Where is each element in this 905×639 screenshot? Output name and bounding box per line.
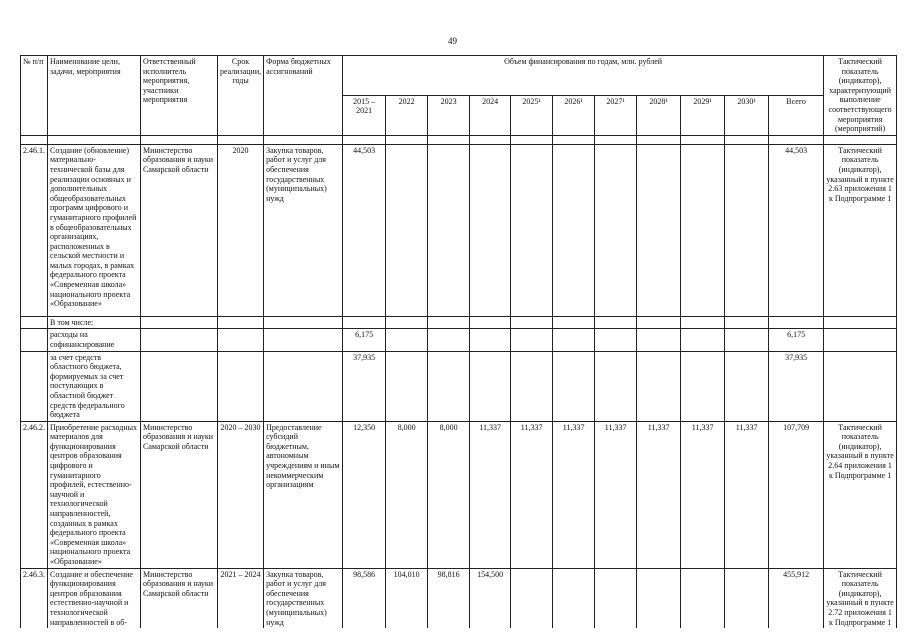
row-value	[681, 568, 725, 628]
row-form: Закупка товаров, работ и услуг для обеспечения государственных (муниципальных) нужд	[264, 144, 343, 316]
row-name: Приобретение расходных материалов для функционирования центров образования цифрового и гуманитарного профилей, естественно-научной и технологической направленностей, созданных в рамках федерального проекта «Современная школа» национального проекта «Образование»	[48, 421, 141, 568]
row-form: Закупка товаров, работ и услуг для обеспечения государственных (муниципальных) нужд	[264, 568, 343, 628]
header-year: 2024	[470, 95, 511, 135]
row-value: 44,503	[343, 144, 386, 316]
row-value	[595, 144, 637, 316]
row-value	[637, 568, 681, 628]
page-number: 49	[448, 36, 457, 46]
row-value: 12,350	[343, 421, 386, 568]
header-year: 2025¹	[511, 95, 553, 135]
row-executor	[141, 351, 218, 421]
row-value	[681, 351, 725, 421]
header-year: 2015 – 2021	[343, 95, 386, 135]
row-value: 11,337	[553, 421, 595, 568]
row-value: 11,337	[511, 421, 553, 568]
row-value: 11,337	[637, 421, 681, 568]
header-volume: Объем финансирования по годам, млн. рублей	[343, 56, 824, 96]
row-value	[637, 144, 681, 316]
header-form: Форма бюджетных ассигнований	[264, 56, 343, 136]
row-value	[428, 144, 470, 316]
table-row	[21, 316, 897, 329]
row-value: 6,175	[343, 329, 386, 351]
row-value	[386, 144, 428, 316]
row-value	[553, 144, 595, 316]
table-row	[21, 144, 897, 316]
row-total: 37,935	[769, 351, 824, 421]
row-num	[21, 316, 48, 329]
row-value: 98,586	[343, 568, 386, 628]
row-term	[218, 351, 264, 421]
row-executor: Министерство образования и науки Самарской области	[141, 144, 218, 316]
row-executor: Министерство образования и науки Самарской области	[141, 568, 218, 628]
row-value: 104,010	[386, 568, 428, 628]
row-value	[386, 316, 428, 329]
row-num: 2.46.3.	[21, 568, 48, 628]
row-value	[470, 329, 511, 351]
row-form	[264, 329, 343, 351]
row-tactic	[824, 316, 897, 329]
row-total: 6,175	[769, 329, 824, 351]
row-total: 455,912	[769, 568, 824, 628]
row-num	[21, 351, 48, 421]
row-num	[21, 329, 48, 351]
row-value	[725, 329, 769, 351]
row-value	[511, 329, 553, 351]
row-value	[511, 568, 553, 628]
header-year: 2023	[428, 95, 470, 135]
table-row	[21, 329, 897, 351]
row-value	[553, 568, 595, 628]
row-num: 2.46.2.	[21, 421, 48, 568]
row-form: Предоставление субсидий бюджетным, автономным учреждениям и иным некоммерческим организациям	[264, 421, 343, 568]
row-term	[218, 329, 264, 351]
row-tactic: Тактический показатель (индикатор), указанный в пункте 2.72 приложения 1 к Подпрограмме 1	[824, 568, 897, 628]
row-value: 11,337	[595, 421, 637, 568]
row-value	[553, 329, 595, 351]
row-value	[386, 351, 428, 421]
row-value	[470, 316, 511, 329]
row-total: 107,709	[769, 421, 824, 568]
row-term: 2021 – 2024	[218, 568, 264, 628]
row-value	[470, 351, 511, 421]
row-value	[470, 144, 511, 316]
row-value	[428, 316, 470, 329]
row-value	[511, 351, 553, 421]
row-value	[681, 316, 725, 329]
row-value	[428, 329, 470, 351]
header-num: № п/п	[21, 56, 48, 136]
row-value	[595, 316, 637, 329]
row-term	[218, 316, 264, 329]
row-value	[386, 329, 428, 351]
row-tactic	[824, 329, 897, 351]
row-value	[553, 316, 595, 329]
row-value	[595, 351, 637, 421]
row-name: за счет средств областного бюджета, формируемых за счет поступающих в областной бюджет средств федерального бюджета	[48, 351, 141, 421]
row-value: 8,000	[386, 421, 428, 568]
header-total: Всего	[769, 95, 824, 135]
table-row	[21, 351, 897, 421]
row-value: 11,337	[470, 421, 511, 568]
budget-table	[20, 55, 897, 628]
row-value	[725, 351, 769, 421]
row-executor	[141, 316, 218, 329]
table-row	[21, 421, 897, 568]
row-value	[511, 316, 553, 329]
row-value	[681, 329, 725, 351]
row-name: В том числе:	[48, 316, 141, 329]
header-year: 2027¹	[595, 95, 637, 135]
row-value: 11,337	[681, 421, 725, 568]
row-total	[769, 316, 824, 329]
row-value: 8,000	[428, 421, 470, 568]
row-value	[553, 351, 595, 421]
row-form	[264, 351, 343, 421]
row-executor	[141, 329, 218, 351]
row-num: 2.46.1.	[21, 144, 48, 316]
header-term: Срок реализации, годы	[218, 56, 264, 136]
row-value	[511, 144, 553, 316]
row-term: 2020	[218, 144, 264, 316]
row-value	[595, 329, 637, 351]
row-value	[637, 351, 681, 421]
row-value	[637, 316, 681, 329]
row-value: 37,935	[343, 351, 386, 421]
row-name: Создание и обеспечение функционирования центров образования естественно-научной и технологической направленностей в об-	[48, 568, 141, 628]
row-value	[725, 316, 769, 329]
row-term: 2020 – 2030	[218, 421, 264, 568]
row-value: 154,500	[470, 568, 511, 628]
row-name: Создание (обновление) материально-технической базы для реализации основных и дополнительных общеобразовательных программ цифрового и гуманитарного профилей в общеобразовательных организациях, расположенных в сельской местности и малых городах, в рамках федерального проекта «Современная школа» национального проекта «Образование»	[48, 144, 141, 316]
row-value	[681, 144, 725, 316]
table-row	[21, 568, 897, 628]
row-value: 11,337	[725, 421, 769, 568]
header-year: 2029¹	[681, 95, 725, 135]
row-form	[264, 316, 343, 329]
row-total: 44,503	[769, 144, 824, 316]
row-value	[725, 568, 769, 628]
header-executor: Ответственный исполнитель мероприятия, участники мероприятия	[141, 56, 218, 136]
header-year: 2026¹	[553, 95, 595, 135]
header-name: Наименование цели, задачи, мероприятия	[48, 56, 141, 136]
row-tactic: Тактический показатель (индикатор), указанный в пункте 2.63 приложения 1 к Подпрограмме 1	[824, 144, 897, 316]
row-name: расходы на софинансирование	[48, 329, 141, 351]
row-tactic: Тактический показатель (индикатор), указанный в пункте 2.64 приложения 1 к Подпрограмме 1	[824, 421, 897, 568]
header-year: 2030¹	[725, 95, 769, 135]
row-value	[725, 144, 769, 316]
header-tactic: Тактический показатель (индикатор), характеризующий выполнение соответствующего мероприятия (мероприятий)	[824, 56, 897, 136]
header-year: 2022	[386, 95, 428, 135]
row-value	[595, 568, 637, 628]
row-tactic	[824, 351, 897, 421]
row-value	[428, 351, 470, 421]
row-value	[343, 316, 386, 329]
row-value	[637, 329, 681, 351]
row-value: 98,816	[428, 568, 470, 628]
row-executor: Министерство образования и науки Самарской области	[141, 421, 218, 568]
header-year: 2028¹	[637, 95, 681, 135]
